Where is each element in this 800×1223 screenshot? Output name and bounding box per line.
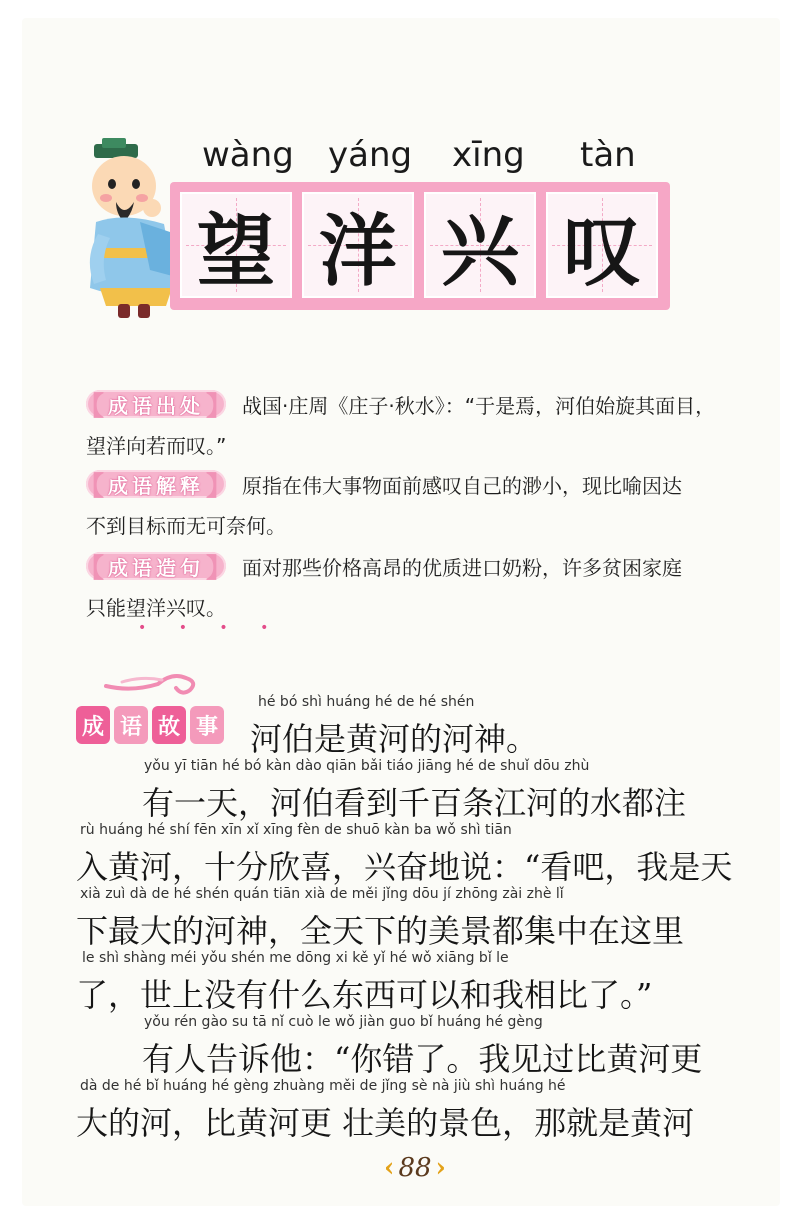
title-pinyin-3: xīng [452, 135, 525, 175]
title-char-1: 望 [196, 207, 275, 297]
title-pinyin-2: yáng [328, 135, 413, 175]
explanation-label: 【 成语解释 】 [78, 472, 236, 502]
chevron-right-icon: › [435, 1153, 446, 1183]
emphasis-dots: • • • • [138, 620, 283, 636]
chevron-left-icon: ‹ [384, 1153, 395, 1183]
source-text: 战国·庄周《庄子·秋水》：“于是焉，河伯始旋其面目， 望洋向若而叹。” [86, 394, 716, 458]
title-pinyin-1: wàng [202, 135, 294, 175]
explanation-text: 原指在伟大事物面前感叹自己的渺小，现比喻因达 不到目标而无可奈何。 [86, 474, 682, 538]
title-char-3: 兴 [440, 207, 519, 297]
idiom-title [170, 182, 670, 310]
title-cell-2 [302, 192, 414, 298]
title-char-2: 洋 [318, 207, 397, 297]
example-text: 面对那些价格高昂的优质进口奶粉，许多贫困家庭 只能望洋兴叹。 [86, 556, 682, 620]
page-number [370, 1148, 460, 1188]
story-label-char: 成 [76, 706, 110, 744]
story-label-char: 事 [190, 706, 224, 744]
title-pinyin-4: tàn [580, 135, 636, 175]
example-label: 【 成语造句 】 [78, 554, 236, 584]
title-cell-1 [180, 192, 292, 298]
story-label [76, 706, 224, 744]
source-label: 【 成语出处 】 [78, 392, 236, 422]
title-char-4: 叹 [562, 207, 641, 297]
title-cell-4 [546, 192, 658, 298]
page-number-text: 88 [398, 1153, 432, 1183]
cloud-ornament-icon [102, 662, 212, 698]
story-label-char: 语 [114, 706, 148, 744]
title-cell-3 [424, 192, 536, 298]
title-pinyin-row [200, 135, 640, 185]
story-label-char: 故 [152, 706, 186, 744]
